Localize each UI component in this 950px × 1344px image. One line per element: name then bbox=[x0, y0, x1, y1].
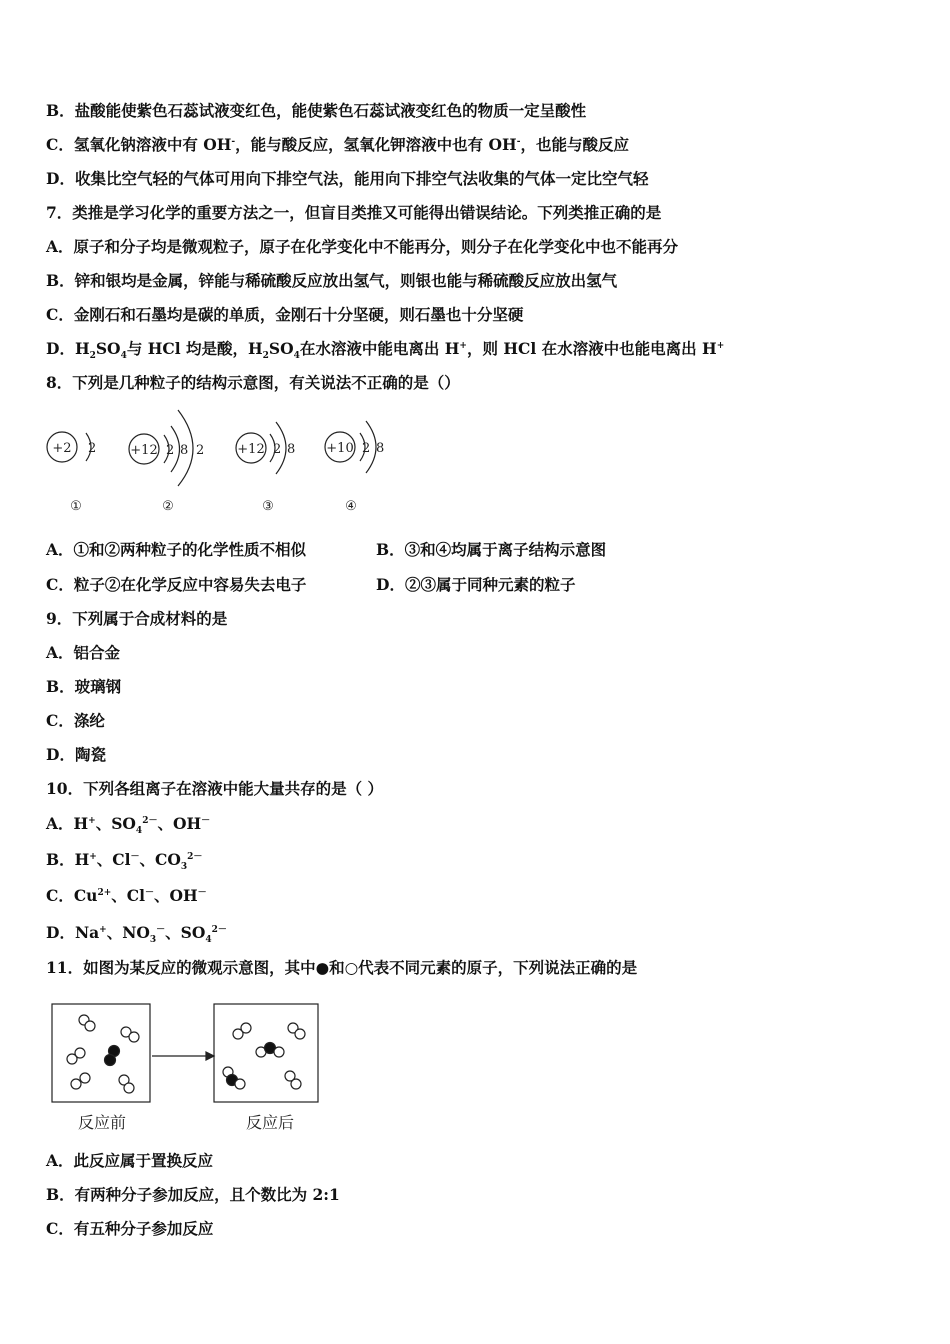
atom4-nucleus: +10 bbox=[326, 441, 354, 456]
atom-structure-diagrams bbox=[40, 400, 420, 520]
q11-option-c: C．有五种分子参加反应 bbox=[46, 1219, 214, 1238]
atom4-shell: 8 bbox=[376, 441, 385, 456]
q11-option-b: B．有两种分子参加反应，且个数比为 2:1 bbox=[46, 1185, 340, 1204]
before-box bbox=[52, 1004, 150, 1102]
q10-option-d: D．Na+、$NO_3^-$、$SO_4^{2-}$ bbox=[46, 923, 227, 946]
q10-option-b: B．H+、Cl－、$CO_3^{2-}$ bbox=[46, 850, 203, 873]
q9-option-d: D．陶瓷 bbox=[46, 745, 106, 764]
atom2-label: ② bbox=[162, 499, 174, 514]
q9-option-a: A．铝合金 bbox=[46, 643, 121, 662]
q10-stem: 10．下列各组离子在溶液中能大量共存的是（ ） bbox=[46, 779, 383, 798]
q7-option-b: B．锌和银均是金属，锌能与稀硫酸反应放出氢气，则银也能与稀硫酸反应放出氢气 bbox=[46, 271, 618, 290]
atom2-shell: 2 bbox=[166, 443, 175, 458]
q9-option-b: B．玻璃钢 bbox=[46, 677, 122, 696]
q10-option-a: A．H+、$SO_4^{2-}$、OH－ bbox=[46, 814, 211, 837]
atom2-nucleus: +12 bbox=[130, 443, 158, 458]
atom3-nucleus: +12 bbox=[237, 442, 265, 457]
atom3-label: ③ bbox=[262, 499, 274, 514]
q7-option-a: A．原子和分子均是微观粒子，原子在化学变化中不能再分，则分子在化学变化中也不能再分 bbox=[46, 237, 679, 256]
after-label: 反应后 bbox=[246, 1113, 295, 1132]
atom2-shell: 8 bbox=[180, 443, 189, 458]
q9-stem: 9．下列属于合成材料的是 bbox=[46, 609, 228, 628]
before-label: 反应前 bbox=[78, 1113, 127, 1132]
q11-option-a: A．此反应属于置换反应 bbox=[46, 1151, 214, 1170]
q6-option-c: C．氢氧化钠溶液中有 OH-，能与酸反应，氢氧化钾溶液中也有 OH-，也能与酸反应 bbox=[46, 135, 629, 154]
atom4-label: ④ bbox=[345, 499, 357, 514]
atom1-nucleus: +2 bbox=[52, 441, 72, 456]
q6-option-b: B．盐酸能使紫色石蕊试液变红色，能使紫色石蕊试液变红色的物质一定呈酸性 bbox=[46, 101, 587, 120]
q8-stem: 8．下列是几种粒子的结构示意图，有关说法不正确的是（） bbox=[46, 373, 460, 392]
q7-option-d: D．$H_2SO_4$与 HCl 均是酸，$H_2SO_4$在水溶液中能电离出 H+，则 HCl 在水溶液中也能电离出 H+ bbox=[46, 339, 725, 362]
q8-option-b: B．③和④均属于离子结构示意图 bbox=[376, 540, 607, 559]
q8-option-c: C．粒子②在化学反应中容易失去电子 bbox=[46, 575, 307, 594]
q8-option-a: A．①和②两种粒子的化学性质不相似 bbox=[46, 540, 307, 559]
q8-option-d: D．②③属于同种元素的粒子 bbox=[376, 575, 576, 594]
atom2-shell: 2 bbox=[196, 443, 205, 458]
q10-option-c: C．$Cu^{2+}$、Cl－、OH－ bbox=[46, 886, 207, 905]
atom1-shell: 2 bbox=[88, 441, 97, 456]
atom4-shell: 2 bbox=[362, 441, 371, 456]
q6-option-d: D．收集比空气轻的气体可用向下排空气法，能用向下排空气法收集的气体一定比空气轻 bbox=[46, 169, 649, 188]
q7-option-c: C．金刚石和石墨均是碳的单质，金刚石十分坚硬，则石墨也十分坚硬 bbox=[46, 305, 524, 324]
atom1-label: ① bbox=[70, 499, 82, 514]
reaction-micro-diagram bbox=[50, 1000, 330, 1110]
q9-option-c: C．涤纶 bbox=[46, 711, 105, 730]
atom3-shell: 8 bbox=[287, 442, 296, 457]
atom3-shell: 2 bbox=[273, 442, 282, 457]
q11-stem: 11．如图为某反应的微观示意图，其中●和○代表不同元素的原子，下列说法正确的是 bbox=[46, 958, 638, 977]
q7-stem: 7．类推是学习化学的重要方法之一，但盲目类推又可能得出错误结论。下列类推正确的是 bbox=[46, 203, 662, 222]
